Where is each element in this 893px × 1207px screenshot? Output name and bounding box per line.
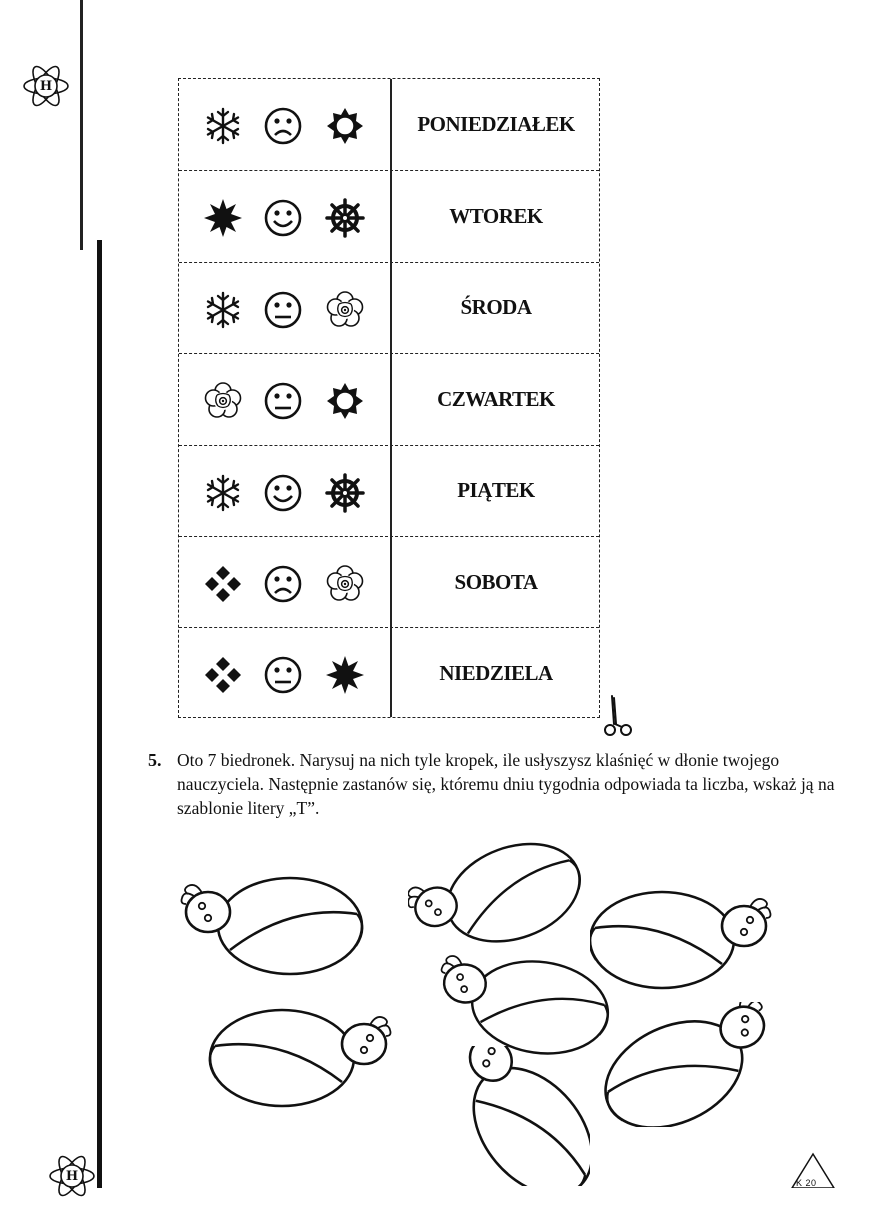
- flower-icon: [325, 290, 365, 330]
- snowflake-icon: [203, 290, 243, 330]
- star-burst-icon: [325, 655, 365, 695]
- day-name: PIĄTEK: [457, 478, 535, 503]
- logo-letter: H: [65, 1168, 79, 1184]
- sad-face-icon: [263, 564, 303, 604]
- ladybug-drawing: [178, 866, 368, 986]
- margin-line: [97, 240, 102, 1188]
- flower-icon: [325, 564, 365, 604]
- day-row: [179, 353, 599, 444]
- ladybug-drawing: [205, 998, 400, 1118]
- neutral-face-icon: [263, 655, 303, 695]
- day-row: [179, 627, 599, 718]
- diamonds-icon: [203, 564, 243, 604]
- day-name: SOBOTA: [454, 569, 538, 594]
- atom-logo-icon: [20, 60, 72, 112]
- wheel-icon: [325, 198, 365, 238]
- day-row: [179, 79, 599, 170]
- diamonds-icon: [203, 655, 243, 695]
- neutral-face-icon: [263, 290, 303, 330]
- task-number: 5.: [148, 750, 162, 770]
- day-row: [179, 445, 599, 536]
- atom-logo-icon: [46, 1150, 98, 1202]
- day-name: ŚRODA: [460, 295, 532, 320]
- wheel-icon: [325, 473, 365, 513]
- ladybug-drawing: [600, 1002, 790, 1127]
- flower-icon: [203, 381, 243, 421]
- page-marker-label: K 20: [796, 1178, 817, 1188]
- day-row: [179, 536, 599, 627]
- ladybug-drawing: [430, 1046, 590, 1186]
- day-name: NIEDZIELA: [439, 661, 553, 686]
- ladybug-drawing: [408, 830, 588, 960]
- happy-face-icon: [263, 473, 303, 513]
- happy-face-icon: [263, 198, 303, 238]
- task-instruction: Oto 7 biedronek. Narysuj na nich tyle kropek, ile usłyszysz klaśnięć w dłonie twojego nauczyciela. Następnie zastanów się, któremu dniu tygodnia odpowiada ta liczba, wskaż ją na szablonie litery „T”.: [177, 750, 835, 818]
- day-symbol-table: [178, 78, 600, 718]
- ladybug-drawing: [590, 880, 780, 1000]
- logo-letter: H: [39, 78, 53, 94]
- snowflake-icon: [203, 473, 243, 513]
- sun-icon: [325, 106, 365, 146]
- scissors-icon: [598, 694, 638, 738]
- snowflake-icon: [203, 106, 243, 146]
- star-burst-icon: [203, 198, 243, 238]
- day-name: WTOREK: [449, 204, 543, 229]
- sun-icon: [325, 381, 365, 421]
- sad-face-icon: [263, 106, 303, 146]
- day-name: CZWARTEK: [437, 386, 555, 411]
- margin-line-top: [80, 0, 83, 250]
- day-name: PONIEDZIAŁEK: [417, 112, 575, 137]
- neutral-face-icon: [263, 381, 303, 421]
- day-row: [179, 170, 599, 261]
- day-row: [179, 262, 599, 353]
